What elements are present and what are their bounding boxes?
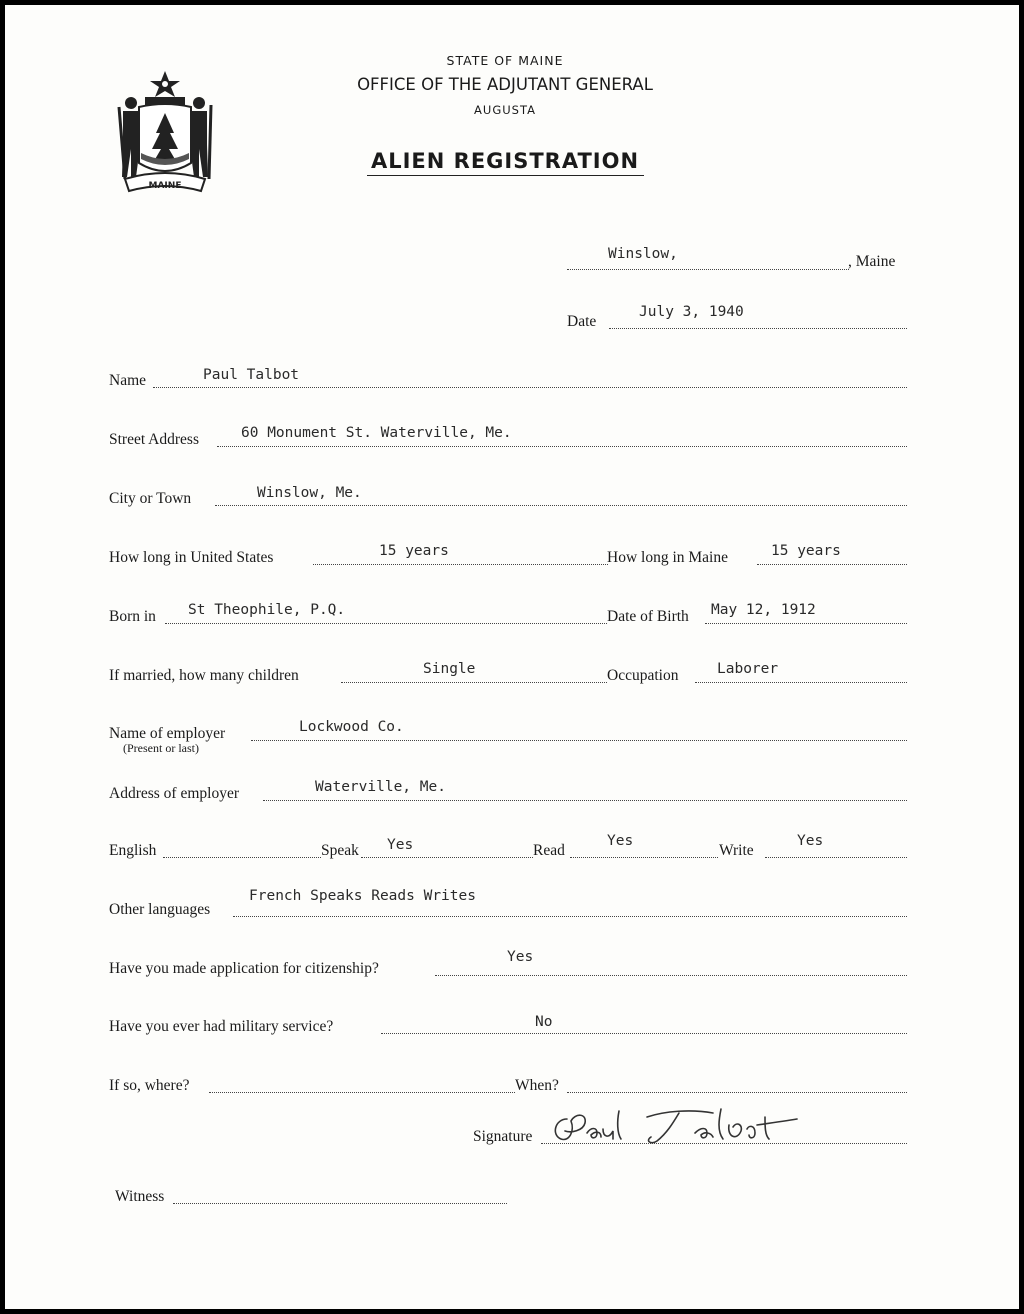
title-underline <box>367 175 644 176</box>
city-or-town-value: Winslow, Me. <box>257 485 362 501</box>
occupation-label: Occupation <box>607 667 679 684</box>
other-languages-label: Other languages <box>109 901 211 918</box>
born-in-value: St Theophile, P.Q. <box>188 602 346 618</box>
other-languages-line <box>233 916 907 917</box>
witness-line <box>173 1203 507 1204</box>
employer-label: Name of employer <box>109 725 226 742</box>
street-address-label: Street Address <box>109 431 199 448</box>
handwritten-signature <box>545 1097 805 1153</box>
employer-value: Lockwood Co. <box>299 719 404 735</box>
date-of-birth-line <box>705 623 907 624</box>
city-or-town-label: City or Town <box>109 490 192 507</box>
write-label: Write <box>719 842 754 859</box>
when-label: When? <box>515 1077 559 1094</box>
citizenship-label: Have you made application for citizenship? <box>109 960 379 977</box>
other-languages-value: French Speaks Reads Writes <box>249 888 476 904</box>
date-value: July 3, 1940 <box>639 304 744 320</box>
name-value: Paul Talbot <box>203 367 300 383</box>
how-long-maine-label: How long in Maine <box>607 549 728 566</box>
street-address-value: 60 Monument St. Waterville, Me. <box>241 425 512 441</box>
write-line <box>765 857 907 858</box>
citizenship-value: Yes <box>507 949 534 965</box>
how-long-us-value: 15 years <box>379 543 449 559</box>
date-line <box>609 328 907 329</box>
street-address-line <box>217 446 907 447</box>
born-in-line <box>165 623 607 624</box>
how-long-maine-value: 15 years <box>771 543 841 559</box>
how-long-us-label: How long in United States <box>109 549 274 566</box>
employer-address-label: Address of employer <box>109 785 239 802</box>
employer-address-line <box>263 800 907 801</box>
when-line <box>567 1092 907 1093</box>
occupation-value: Laborer <box>717 661 779 677</box>
form-title: ALIEN REGISTRATION <box>370 149 640 173</box>
military-line <box>381 1033 907 1034</box>
signature-label: Signature <box>473 1128 533 1145</box>
speak-value: Yes <box>387 837 414 853</box>
born-in-label: Born in <box>109 608 156 625</box>
read-line <box>570 857 718 858</box>
read-label: Read <box>533 842 565 859</box>
military-label: Have you ever had military service? <box>109 1018 334 1035</box>
citizenship-line <box>435 975 907 976</box>
write-value: Yes <box>797 833 824 849</box>
date-of-birth-label: Date of Birth <box>607 608 689 625</box>
state-seal-icon <box>109 67 221 197</box>
english-label: English <box>109 842 157 859</box>
speak-label: Speak <box>321 842 359 859</box>
employer-line <box>251 740 907 741</box>
date-label: Date <box>567 313 597 330</box>
english-line <box>163 857 321 858</box>
children-line <box>341 682 607 683</box>
speak-line <box>361 857 533 858</box>
seal-banner-text: MAINE <box>148 181 182 191</box>
place-value: Winslow, <box>608 246 678 262</box>
how-long-us-line <box>313 564 608 565</box>
name-line <box>153 387 907 388</box>
place-suffix: , Maine <box>848 253 896 270</box>
office-heading: OFFICE OF THE ADJUTANT GENERAL <box>357 75 653 94</box>
children-value: Single <box>423 661 476 677</box>
employer-address-value: Waterville, Me. <box>315 779 446 795</box>
place-line <box>567 269 849 270</box>
city-heading: AUGUSTA <box>474 103 536 117</box>
city-or-town-line <box>215 505 907 506</box>
where-line <box>209 1092 515 1093</box>
where-label: If so, where? <box>109 1077 190 1094</box>
employer-sublabel: (Present or last) <box>123 741 199 755</box>
name-label: Name <box>109 372 147 389</box>
registration-form-page <box>5 5 1019 1309</box>
read-value: Yes <box>607 833 634 849</box>
how-long-maine-line <box>757 564 907 565</box>
children-label: If married, how many children <box>109 667 299 684</box>
date-of-birth-value: May 12, 1912 <box>711 602 816 618</box>
occupation-line <box>695 682 907 683</box>
military-value: No <box>535 1014 553 1030</box>
witness-label: Witness <box>115 1188 165 1205</box>
state-heading: STATE OF MAINE <box>446 53 564 68</box>
